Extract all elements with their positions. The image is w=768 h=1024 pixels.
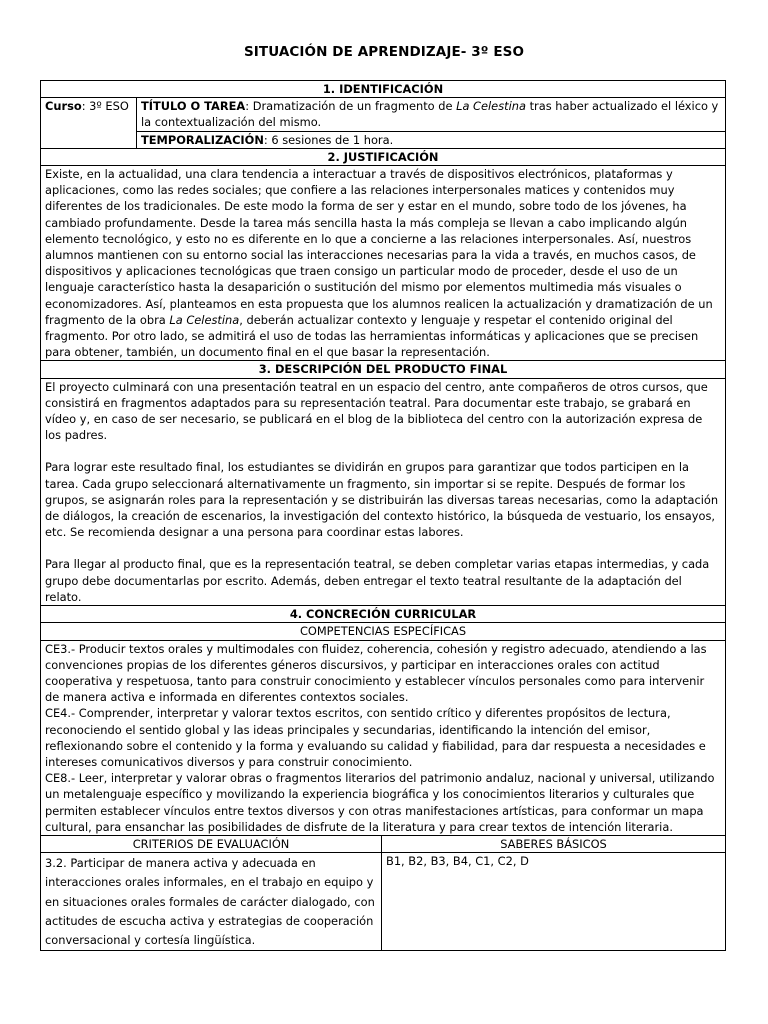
learning-situation-table (40, 80, 726, 951)
competencia-ce4: CE4.- Comprender, interpretar y valorar textos escritos, con sentido crítico y diferentes propósitos de lectura, reconociendo el sentido global y las ideas principales y secundarias, identificando la intención del emisor, reflexionando sobre el contenido y la forma y evaluando su calidad y fiabilidad, para dar respuesta a necesidades e intereses comunicativos diversos y para construir conocimiento. (45, 706, 706, 769)
temporalizacion-row (41, 131, 726, 148)
section-header-justificacion: 2. JUSTIFICACIÓN (41, 148, 726, 165)
justificacion-header-row (41, 148, 726, 165)
competencias-header-row (41, 623, 726, 640)
producto-paragraph-3: Para llegar al producto final, que es la representación teatral, se deben completar varias etapas intermedias, y cada grupo debe documentarlas por escrito. Además, deben entregar el texto teatral resultante de la adaptación del relato. (45, 557, 710, 604)
temporalizacion-value: : 6 sesiones de 1 hora. (263, 132, 394, 147)
section-header-producto: 3. DESCRIPCIÓN DEL PRODUCTO FINAL (41, 361, 726, 378)
identificacion-title-row (41, 98, 726, 131)
page-title: SITUACIÓN DE APRENDIZAJE- 3º ESO (243, 44, 525, 60)
producto-paragraph-2: Para lograr este resultado final, los estudiantes se dividirán en grupos para garantizar que todos participen en la tarea. Cada grupo seleccionará alternativamente un fragmento, sin importar si se repite. Después de formar los grupos, se asignarán roles para la representación y se distribuirán las diversas tareas necesarias, como la adaptación de diálogos, la creación de escenarios, la investigación del contexto histórico, la búsqueda de vestuario, los ensayos, etc. Se recomienda designar a una persona para coordinar estas labores. (45, 460, 719, 540)
criterio-row (41, 853, 726, 951)
competencias-body-row (41, 640, 726, 835)
criterios-saberes-header-row (41, 835, 726, 852)
concrecion-header-row (41, 606, 726, 623)
competencias-header: COMPETENCIAS ESPECÍFICAS (41, 623, 726, 640)
titulo-cell (137, 98, 726, 131)
justificacion-italic: La Celestina (169, 312, 240, 327)
criterios-header: CRITERIOS DE EVALUACIÓN (41, 835, 382, 852)
paragraph-spacer (45, 540, 721, 556)
temporalizacion-label: TEMPORALIZACIÓN (141, 132, 264, 147)
temporalizacion-cell (137, 131, 726, 148)
saberes-3-2: B1, B2, B3, B4, C1, C2, D (382, 853, 726, 951)
titulo-text-2: tras haber actualizado el léxico y la contextualización del mismo. (141, 99, 719, 130)
identificacion-header-row (41, 81, 726, 98)
competencia-ce8: CE8.- Leer, interpretar y valorar obras o fragmentos literarios del patrimonio andaluz, nacional y universal, utilizando un metalenguaje específico y movilizando la experiencia biográfica y los conocimientos literarios y culturales que permiten establecer vínculos entre textos diversos y con otras manifestaciones artísticas, para conformar un mapa cultural, para ensanchar las posibilidades de disfrute de la literatura y para crear textos de intención literaria. (45, 771, 715, 834)
section-header-concrecion: 4. CONCRECIÓN CURRICULAR (41, 606, 726, 623)
titulo-text-1: : Dramatización de un fragmento de (245, 99, 457, 114)
competencias-text (41, 640, 726, 835)
titulo-italic: La Celestina (456, 99, 526, 114)
titulo-label: TÍTULO O TAREA (141, 99, 246, 114)
curso-value: : 3º ESO (81, 99, 129, 114)
justificacion-text (41, 166, 726, 361)
section-header-identificacion: 1. IDENTIFICACIÓN (41, 81, 726, 98)
competencia-ce3: CE3.- Producir textos orales y multimodales con fluidez, coherencia, cohesión y registro adecuado, atendiendo a las convenciones propias de los diferentes géneros discursivos, y participar en interacciones orales con actitud cooperativa y respetuosa, tanto para construir conocimiento y establecer vínculos personales como para intervenir de manera activa e informada en diferentes contextos sociales. (45, 641, 707, 705)
producto-paragraph-1: El proyecto culminará con una presentación teatral en un espacio del centro, ante compañeros de otros cursos, que consistirá en fragmentos adaptados para su representación teatral. Para documentar este trabajo, se grabará en vídeo y, en caso de ser necesario, se publicará en el blog de la biblioteca del centro con la autorización expresa de los padres. (45, 379, 708, 443)
justificacion-text-2: , deberán actualizar contexto y lenguaje y respetar el contenido original del fragmento. Por otro lado, se admitirá el uso de todas las herramientas informáticas y aplicaciones que se precisen para obtener, también, un documento final en el que basar la representación. (45, 312, 699, 360)
curso-label: Curso (45, 99, 82, 114)
paragraph-spacer (45, 443, 721, 459)
justificacion-text-1: Existe, en la actualidad, una clara tendencia a interactuar a través de dispositivos electrónicos, plataformas y aplicaciones, como las redes sociales; que confiere a las relaciones interpersonales matices y contenidos muy diferentes de los tradicionales. De este modo la forma de ser y estar en el mundo, sobre todo de los jóvenes, ha cambiado profundamente. Desde la tarea más sencilla hasta la más compleja se llevan a cabo implicando algún elemento tecnológico, y esto no es diferente en lo que a concierne a las relaciones interpersonales. Así, nuestros alumnos mantienen con su entorno social las interacciones necesarias para la vida a través, en muchos casos, de dispositivos y aplicaciones tecnológicas que traen consigo un particular modo de proceder, desde el uso de un lenguaje característico hasta la desaparición o sustitución del mismo por elementos multimedia más visuales o economizadores. Así, planteamos en esta propuesta que los alumnos realicen la actualización y dramatización de un fragmento de la obra (45, 167, 713, 327)
curso-cell (41, 98, 137, 149)
producto-body-row (41, 378, 726, 605)
saberes-header: SABERES BÁSICOS (382, 835, 726, 852)
justificacion-body-row (41, 166, 726, 361)
producto-header-row (41, 361, 726, 378)
producto-text (41, 378, 726, 605)
criterio-3-2: 3.2. Participar de manera activa y adecuada en interacciones orales informales, en el trabajo en equipo y en situaciones orales formales de carácter dialogado, con actitudes de escucha activa y estrategias de cooperación conversacional y cortesía lingüística. (41, 853, 382, 951)
